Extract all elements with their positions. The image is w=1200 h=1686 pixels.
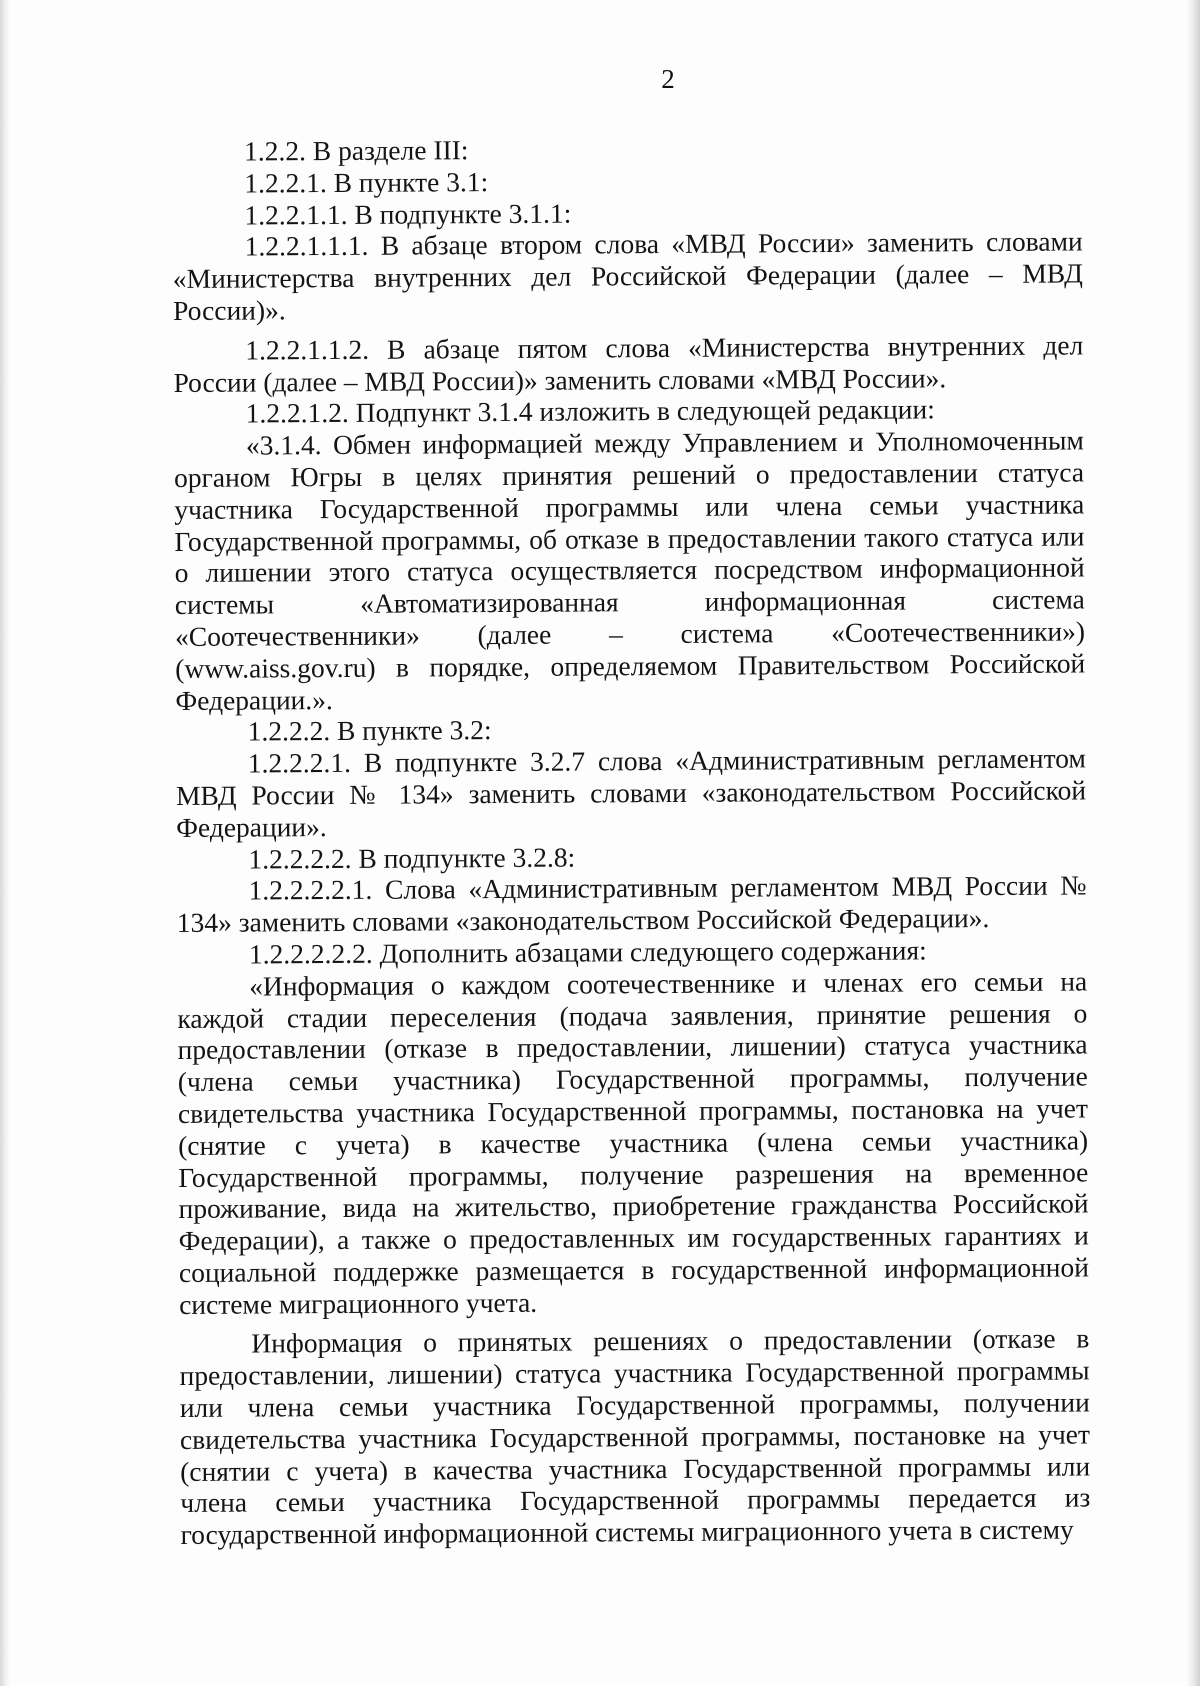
paragraph-1-2-2-1: 1.2.2.1. В пункте 3.1: <box>244 165 489 199</box>
paragraph-1-2-2-2-1: 1.2.2.2.1. В подпункте 3.2.7 слова «Административным регламентом МВД России № 134» заменить словами «законодательством Российской Федерации». <box>175 742 1087 843</box>
paragraph-1-2-2-1-2: 1.2.2.1.2. Подпункт 3.1.4 изложить в следующей редакции: <box>245 393 935 429</box>
paragraph-1-2-2-1-1: 1.2.2.1.1. В подпункте 3.1.1: <box>244 197 572 231</box>
paragraph-1-2-2-1-1-2: 1.2.2.1.1.2. В абзаце пятом слова «Министерства внутренних дел России (далее – МВД России)» заменить словами «МВД России». <box>173 329 1084 398</box>
paragraph-1-2-2-2-2-2: 1.2.2.2.2.2. Дополнить абзацами следующего содержания: <box>248 934 927 970</box>
paragraph-1-2-2-2: 1.2.2.2. В пункте 3.2: <box>247 714 492 747</box>
paragraph-quote-info-resettlement: «Информация о каждом соотечественнике и членах его семьи на каждой стадии переселения (подача заявления, принятие решения о предоставлении (отказе в предоставлении, лишении) статуса участника (члена семьи участника) Государственной программы, получение свидетельства участника Государственной программы, постановка на учет (снятие с учета) в качестве участника (члена семьи участника) Государственной программы, получение разрешения на временное проживание, вида на жительство, приобретение гражданства Российской Федерации), а также о предоставленных им государственных гарантиях и социальной поддержке размещается в государственной информационной системе миграционного учета. <box>177 965 1090 1320</box>
paragraph-1-2-2: 1.2.2. В разделе III: <box>243 134 469 167</box>
paragraph-1-2-2-2-2-1: 1.2.2.2.2.1. Слова «Административным регламентом МВД России № 134» заменить словами «законодательством Российской Федерации». <box>176 869 1087 939</box>
paragraph-quote-3-1-4: «3.1.4. Обмен информацией между Управлением и Уполномоченным органом Югры в целях принятия решений о предоставлении статуса участника Государственной программы или члена семьи участника Государственной программы, об отказе в предоставлении такого статуса или о лишении этого статуса осуществляется посредством информационной системы «Автоматизированная информационная система «Соотечественники» (далее – система «Соотечественники») (www.aiss.gov.ru) в порядке, определяемом Правительством Российской Федерации.». <box>173 424 1086 716</box>
paragraph-info-decisions: Информация о принятых решениях о предоставлении (отказе в предоставлении, лишении) статуса участника Государственной программы или члена семьи участника Государственной программы, получении свидетельства участника Государственной программы, постановке на учет (снятии с учета) в качества участника Государственной программы или члена семьи участника Государственной программы передается из государственной информационной системы миграционного учета в систему <box>179 1322 1091 1551</box>
scan-edge-right <box>1186 0 1200 1686</box>
paragraph-1-2-2-1-1-1: 1.2.2.1.1.1. В абзаце втором слова «МВД России» заменить словами «Министерства внутренних дел Российской Федерации (далее – МВД России)». <box>172 225 1083 326</box>
paragraph-1-2-2-2-2: 1.2.2.2.2. В подпункте 3.2.8: <box>248 841 576 875</box>
page-number: 2 <box>661 64 675 94</box>
scan-edge-left <box>0 0 10 1686</box>
document-body <box>172 130 1091 1551</box>
